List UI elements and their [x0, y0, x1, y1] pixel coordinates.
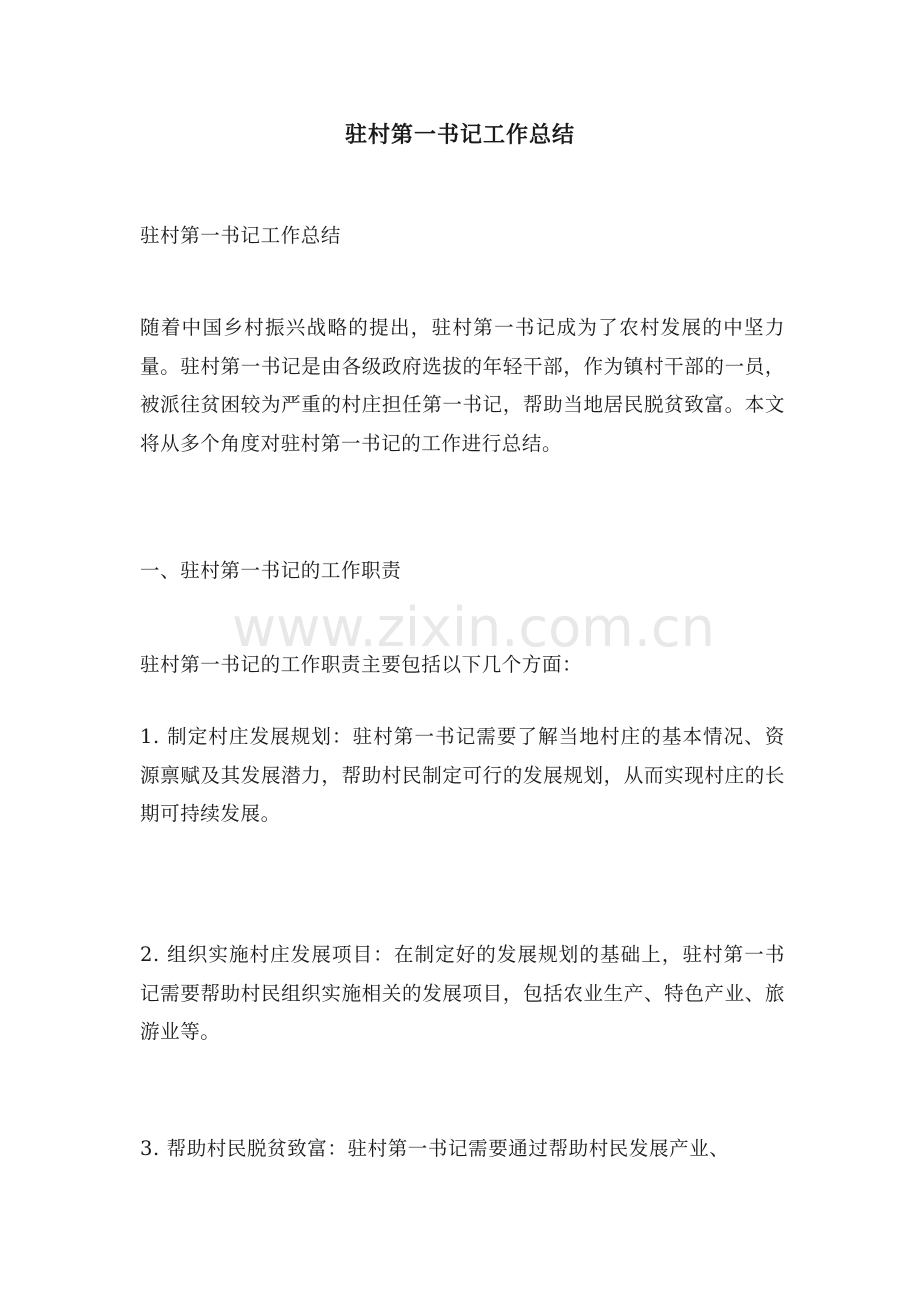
- section-lead: 驻村第一书记的工作职责主要包括以下几个方面：: [140, 653, 583, 676]
- document-title: 驻村第一书记工作总结: [344, 122, 575, 148]
- list-item-3: 3. 帮助村民脱贫致富：驻村第一书记需要通过帮助村民发展产业、: [140, 1137, 730, 1160]
- section-heading: 一、驻村第一书记的工作职责: [140, 559, 402, 582]
- list-item-2: 2. 组织实施村庄发展项目：在制定好的发展规划的基础上，驻村第一书记需要帮助村民组织实施相关的发展项目，包括农业生产、特色产业、旅游业等。: [140, 943, 785, 1043]
- document-subtitle: 驻村第一书记工作总结: [140, 224, 342, 247]
- intro-paragraph: 随着中国乡村振兴战略的提出，驻村第一书记成为了农村发展的中坚力量。驻村第一书记是由各级政府选拔的年轻干部，作为镇村干部的一员，被派往贫困较为严重的村庄担任第一书记，帮助当地居民脱贫致富。本文将从多个角度对驻村第一书记的工作进行总结。: [140, 316, 785, 455]
- list-item-1: 1. 制定村庄发展规划：驻村第一书记需要了解当地村庄的基本情况、资源禀赋及其发展潜力，帮助村民制定可行的发展规划，从而实现村庄的长期可持续发展。: [140, 725, 785, 825]
- watermark: www.zixin.com.cn: [232, 596, 715, 659]
